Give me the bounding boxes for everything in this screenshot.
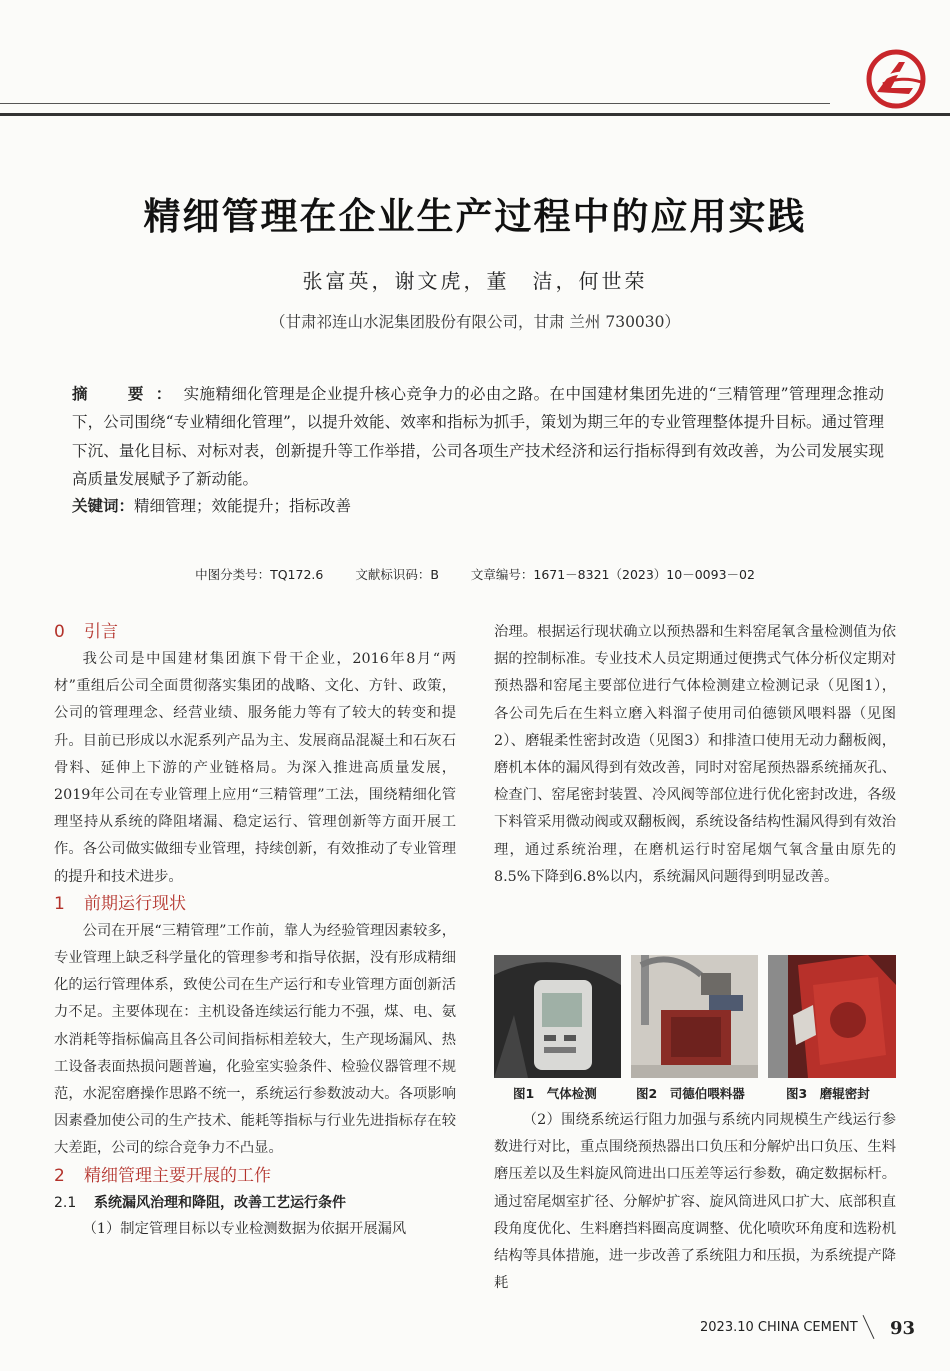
subsection-heading-2-1: 2.1 系统漏风治理和降阻，改善工艺运行条件: [54, 1194, 346, 1211]
section-heading-1: 1 前期运行现状: [54, 893, 186, 914]
figure-1-caption: 图1 气体检测: [513, 1086, 597, 1101]
header-rule-thin: [0, 103, 830, 104]
section-heading-0: 0 引言: [54, 622, 118, 642]
figure-1-gas-analyzer: [494, 955, 621, 1078]
article-number: 文章编号：1671－8321（2023）10－0093－02: [470, 567, 755, 582]
abstract-text: 实施精细化管理是企业提升核心竞争力的必由之路。在中国建材集团先进的“三精管理”管理理念推动下，公司围绕“专业精细化管理”，以提升效能、效率和指标为抓手，策划为期三年的专业管理整体提升目标。通过管理下沉、量化目标、对标对表，创新提升等工作举措，公司各项生产技术经济和运行指标得到有效改善，为公司发展实现高质量发展赋予了新动能。: [72, 385, 884, 489]
paragraph: 公司在开展“三精管理”工作前，靠人为经验管理因素较多，专业管理上缺乏科学量化的管理参考和指导依据，没有形成精细化的运行管理体系，致使公司在生产运行和专业管理方面创新活力不足。主要体现在：主机设备连续运行能力不强，煤、电、氨水消耗等指标偏高且各公司间指标相差较大，生产现场漏风、热工设备表面热损问题普遍，化验室实验条件、检验仪器管理不规范，水泥窑磨操作思路不统一，系统运行参数波动大。各项影响因素叠加使公司的生产技术、能耗等指标与行业先进指标存在较大差距，公司的综合竞争力不凸显。: [54, 922, 456, 1157]
journal-footer: 2023.10 CHINA CEMENT: [700, 1320, 858, 1335]
document-code: 文献标识码：B: [355, 567, 439, 582]
figure-2-caption: 图2 司德伯喂料器: [636, 1086, 745, 1101]
right-column-bottom: [494, 1107, 896, 1297]
header-rule-thick: [0, 113, 950, 116]
paragraph: （1）制定管理目标以专业检测数据为依据开展漏风: [82, 1220, 407, 1237]
section-heading-2: 2 精细管理主要开展的工作: [54, 1165, 271, 1186]
clc-number: 中图分类号：TQ172.6: [195, 567, 324, 582]
paragraph: （2）围绕系统运行阻力加强与系统内同规模生产线运行参数进行对比，重点围绕预热器出口负压和分解炉出口负压、生料磨压差以及生料旋风筒进出口压差等运行参数，确定数据标杆。通过窑尾烟室扩径、分解炉扩容、旋风筒进风口扩大、底部积直段角度优化、生料磨挡料圈高度调整、优化喷吹环角度和选粉机结构等具体措施，进一步改善了系统阻力和压损，为系统提产降耗: [494, 1112, 896, 1292]
figure-3-roller-seal: [768, 955, 896, 1078]
paragraph: 我公司是中国建材集团旗下骨干企业，2016年8月“两材”重组后公司全面贯彻落实集团的战略、文化、方针、政策，公司的管理理念、经营业绩、服务能力等有了较大的转变和提升。目前已形成以水泥系列产品为主、发展商品混凝土和石灰石骨料、延伸上下游的产业链格局。为深入推进高质量发展，2019年公司在专业管理上应用“三精管理”工法，围绕精细化管理坚持从系统的降阻堵漏、稳定运行、管理创新等方面开展工作。各公司做实做细专业管理，持续创新，有效推动了专业管理的提升和技术进步。: [54, 651, 456, 885]
figure-2-feeder: [631, 955, 758, 1078]
footer-divider: [863, 1315, 875, 1339]
paragraph: 治理。根据运行现状确立以预热器和生料窑尾氧含量检测值为依据的控制标准。专业技术人员定期通过便携式气体分析仪定期对预热器和窑尾主要部位进行气体检测建立检测记录（见图1），各公司先后在生料立磨入料溜子使用司伯德锁风喂料器（见图2）、磨辊柔性密封改造（见图3）和排渣口使用无动力翻板阀，磨机本体的漏风得到有效改善，同时对窑尾预热器系统捅灰孔、检查门、窑尾密封装置、冷风阀等部位进行优化密封改进，各级下料管采用微动阀或双翻板阀，系统设备结构性漏风得到有效治理，通过系统治理，在磨机运行时窑尾烟气氧含量由原先的8.5%下降到6.8%以内，系统漏风问题得到明显改善。: [494, 624, 896, 885]
figure-3-caption: 图3 磨辊密封: [786, 1086, 870, 1101]
page-number: 93: [890, 1318, 916, 1339]
article-title: 精细管理在企业生产过程中的应用实践: [143, 195, 807, 238]
keywords: [72, 492, 884, 520]
abstract-label: 摘 要：: [72, 385, 184, 403]
abstract: [72, 380, 884, 494]
keywords-text: 精细管理；效能提升；指标改善: [134, 497, 352, 515]
authors: 张富英，谢文虎，董 洁，何世荣: [302, 269, 648, 293]
right-column-top: [494, 619, 896, 891]
keywords-label: 关键词：: [72, 497, 135, 515]
left-column: [54, 619, 456, 1243]
article-meta: [0, 565, 950, 583]
affiliation: （甘肃祁连山水泥集团股份有限公司，甘肃 兰州 730030）: [269, 313, 681, 331]
company-logo-icon: [865, 48, 927, 110]
